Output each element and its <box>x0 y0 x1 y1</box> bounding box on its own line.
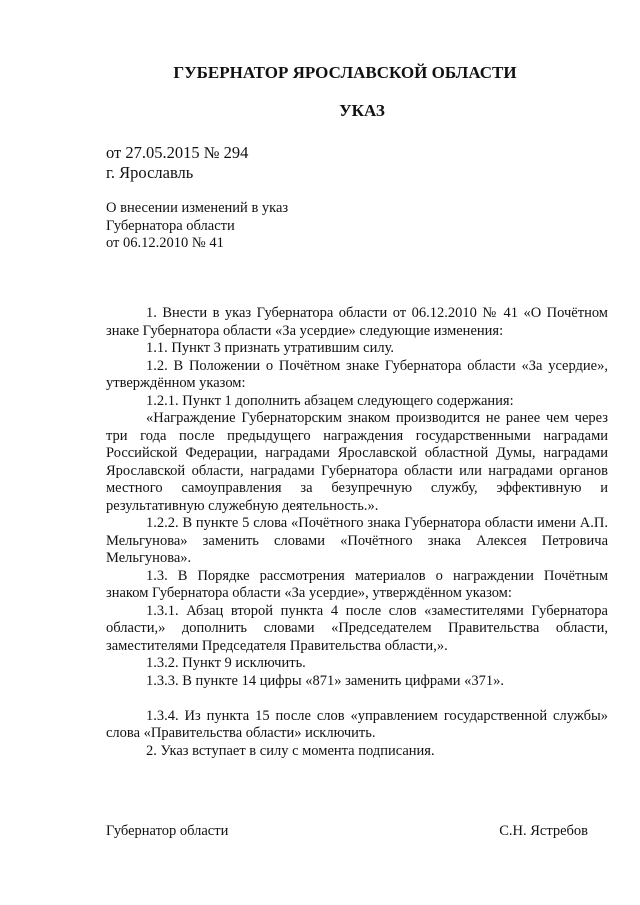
date-and-number: от 27.05.2015 № 294 <box>106 143 249 162</box>
subject-line: от 06.12.2010 № 41 <box>106 235 224 251</box>
signatory-name: С.Н. Ястребов <box>499 823 588 839</box>
issuer-title: ГУБЕРНАТОР ЯРОСЛАВСКОЙ ОБЛАСТИ <box>173 63 517 82</box>
body-paragraph: 1.2.2. В пункте 5 слова «Почётного знака Губернатора области имени А.П. Мельгунова» заменить словами «Почётного знака Алексея Петровича Мельгунова». <box>106 515 608 566</box>
body-paragraph: 1.2.1. Пункт 1 дополнить абзацем следующего содержания: <box>146 392 514 409</box>
body-paragraph: 1.1. Пункт 3 признать утратившим силу. <box>146 340 395 356</box>
body-paragraph: 1. Внести в указ Губернатора области от 06.12.2010 № 41 «О Почётном знаке Губернатора области «За усердие» следующие изменения: <box>106 305 608 339</box>
signatory-position: Губернатор области <box>106 823 229 839</box>
body-paragraph: «Награждение Губернаторским знаком производится не ранее чем через три года после предыдущего награждения государственными наградами Российской Федерации, наградами Ярославской областной Думы, наградами Ярославской области, наградами Губернатора области или наградами органов местного самоуправления за безупречную службу, эффективную и результативную служебную деятельность.». <box>106 410 608 514</box>
body-paragraph: 1.3.1. Абзац второй пункта 4 после слов «заместителями Губернатора области,» дополнить словами «Председателем Правительства области, заместителями Председателя Правительства области,». <box>106 602 608 654</box>
document-subject <box>106 200 288 253</box>
document-body <box>106 305 608 760</box>
subject-line: Губернатора области <box>106 217 235 234</box>
body-paragraph: 1.2. В Положении о Почётном знаке Губернатора области «За усердие», утверждённом указом: <box>106 357 608 391</box>
document-type: УКАЗ <box>339 101 385 120</box>
body-paragraph: 1.3.4. Из пункта 15 после слов «управлением государственной службы» слова «Правительства области» исключить. <box>106 707 608 741</box>
body-paragraph: 1.3.3. В пункте 14 цифры «871» заменить цифрами «371». <box>146 672 505 689</box>
body-paragraph: 1.3. В Порядке рассмотрения материалов о награждении Почётным знаком Губернатора области «За усердие», утверждённом указом: <box>106 567 608 601</box>
subject-line: О внесении изменений в указ <box>106 200 289 216</box>
place-of-issue: г. Ярославль <box>106 163 194 182</box>
body-paragraph: 2. Указ вступает в силу с момента подписания. <box>146 742 435 759</box>
body-paragraph: 1.3.2. Пункт 9 исключить. <box>146 655 306 671</box>
